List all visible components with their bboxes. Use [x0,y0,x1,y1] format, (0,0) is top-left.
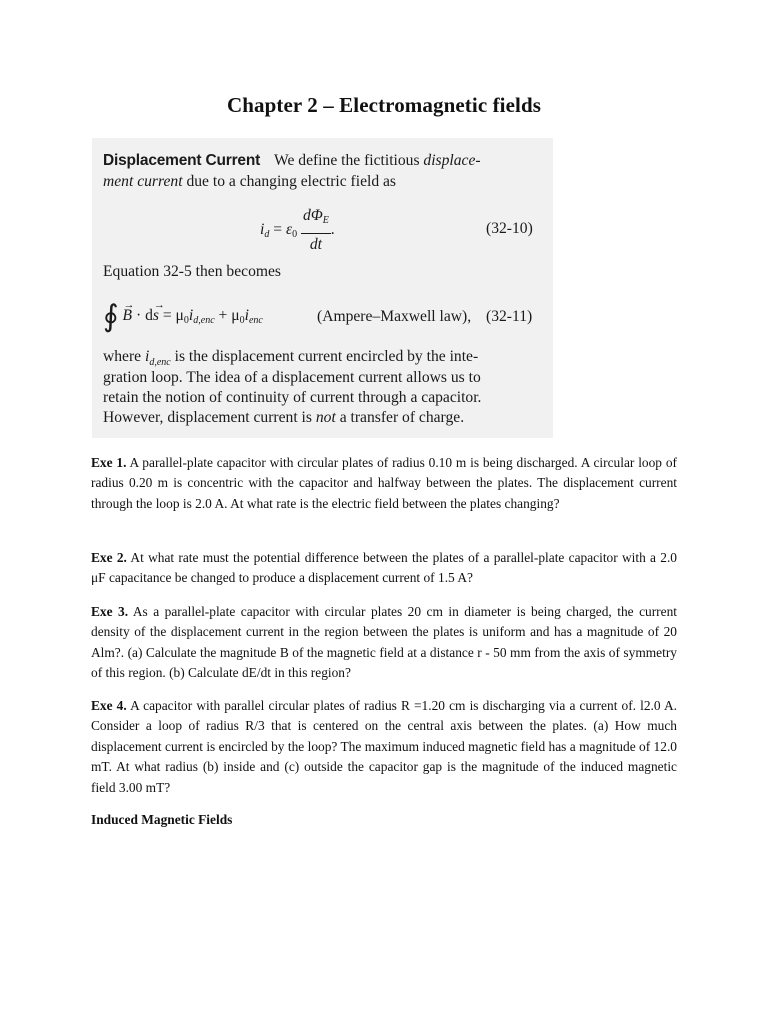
eq1-fraction [301,206,331,255]
eq2-i-1-sub: d,enc [193,315,215,326]
exercise-1-label: Exe 1. [91,455,127,470]
exercise-4 [91,696,677,798]
eq1-numerator: $d\Phi_E$ [301,206,331,234]
eq1-period: . [330,221,335,239]
excerpt-intro-b: due to a changing electric field as [182,173,397,190]
exercise-2-label: Exe 2. [91,550,127,565]
eq2-i-2-sub: enc [248,315,263,326]
eq2-i-2: i [244,307,249,324]
excerpt-intro-italic-b: ment current [103,173,183,190]
textbook-excerpt-image [92,138,553,438]
eq2-vector-s: → s [153,306,159,327]
exercise-1 [91,453,677,514]
exercise-3-label: Exe 3. [91,604,129,619]
excerpt-line-1 [103,151,548,172]
excerpt-line-2 [103,172,548,193]
excerpt-para-line-4: However, displacement current is not a transfer of charge. [103,409,465,426]
exercise-2-text: At what rate must the potential difference between the plates of a parallel-plate capacitor with a 2.0 μF capacitance be changed to produce a displacement current of 1.5 A? [91,550,677,586]
exercise-4-label: Exe 4. [91,698,127,713]
eq2-mu-sub-1: 0 [183,315,189,326]
eq1-number: (32-10) [486,220,533,237]
exercise-3 [91,602,677,684]
closed-integral-symbol: ∮ [103,300,119,333]
eq2-plus-mu: + μ [214,307,240,324]
eq2-mu-sub-2: 0 [239,315,245,326]
exercise-2 [91,548,677,589]
excerpt-heading: Displacement Current [103,152,261,169]
eq1-denominator: dt [309,235,322,253]
eq2-number: (32-11) [486,308,533,325]
exercise-1-text: A parallel-plate capacitor with circular plates of radius 0.10 m is being discharged. A circular loop of radius 0.20 m is concentric with the capacitor and halfway between the plates. The displacement current through the loop is 2.0 A. At what rate is the electric field between the plates changing? [91,455,677,511]
exercise-3-text: As a parallel-plate capacitor with circular plates 20 cm in diameter is being charged, the current density of the displacement current in the region between the plates is uniform and has a magnitude of 20 Alm?. (a) Calculate the magnitude B of the magnetic field at a distance r - 50 mm from the axis of symmetry of this region. (b) Calculate dE/dt in this region? [91,604,677,681]
eq2-equals-mu: = μ [158,307,184,324]
eq2-dot: · d [132,307,153,324]
excerpt-middle-line: Equation 32-5 then becomes [103,263,281,280]
equation-32-11 [103,300,263,333]
eq2-law-name: (Ampere–Maxwell law), [317,308,472,325]
exercise-4-text: A capacitor with parallel circular plates of radius R =1.20 cm is discharging via a current of. l2.0 A. Consider a loop of radius R/3 that is centered on the central axis between the plates. (a) How much displacement current is encircled by the loop? The maximum induced magnetic field has a magnitude of 12.0 mT. At what radius (b) inside and (c) outside the capacitor gap is the magnitude of the induced magnetic field 3.00 mT? [91,698,677,795]
excerpt-para-line-3: retain the notion of continuity of current through a capacitor. [103,389,482,406]
eq1-lhs: $i_d$ [260,221,270,241]
excerpt-para-line-2: gration loop. The idea of a displacement current allows us to [103,369,481,386]
excerpt-intro-italic-a: displace- [423,152,481,169]
excerpt-intro-a: We define the fictitious [273,152,424,169]
eq2-i-1: i [188,307,194,324]
excerpt-para-line-1: where $i_{d,enc}$ is the displacement current encircled by the inte- [103,348,479,369]
section-heading: Induced Magnetic Fields [91,812,233,827]
eq2-vector-b: → B [123,306,133,327]
equation-32-10 [260,206,335,255]
eq1-equals: = $\varepsilon_0$ [273,221,298,241]
page-title: Chapter 2 – Electromagnetic fields [226,93,542,117]
